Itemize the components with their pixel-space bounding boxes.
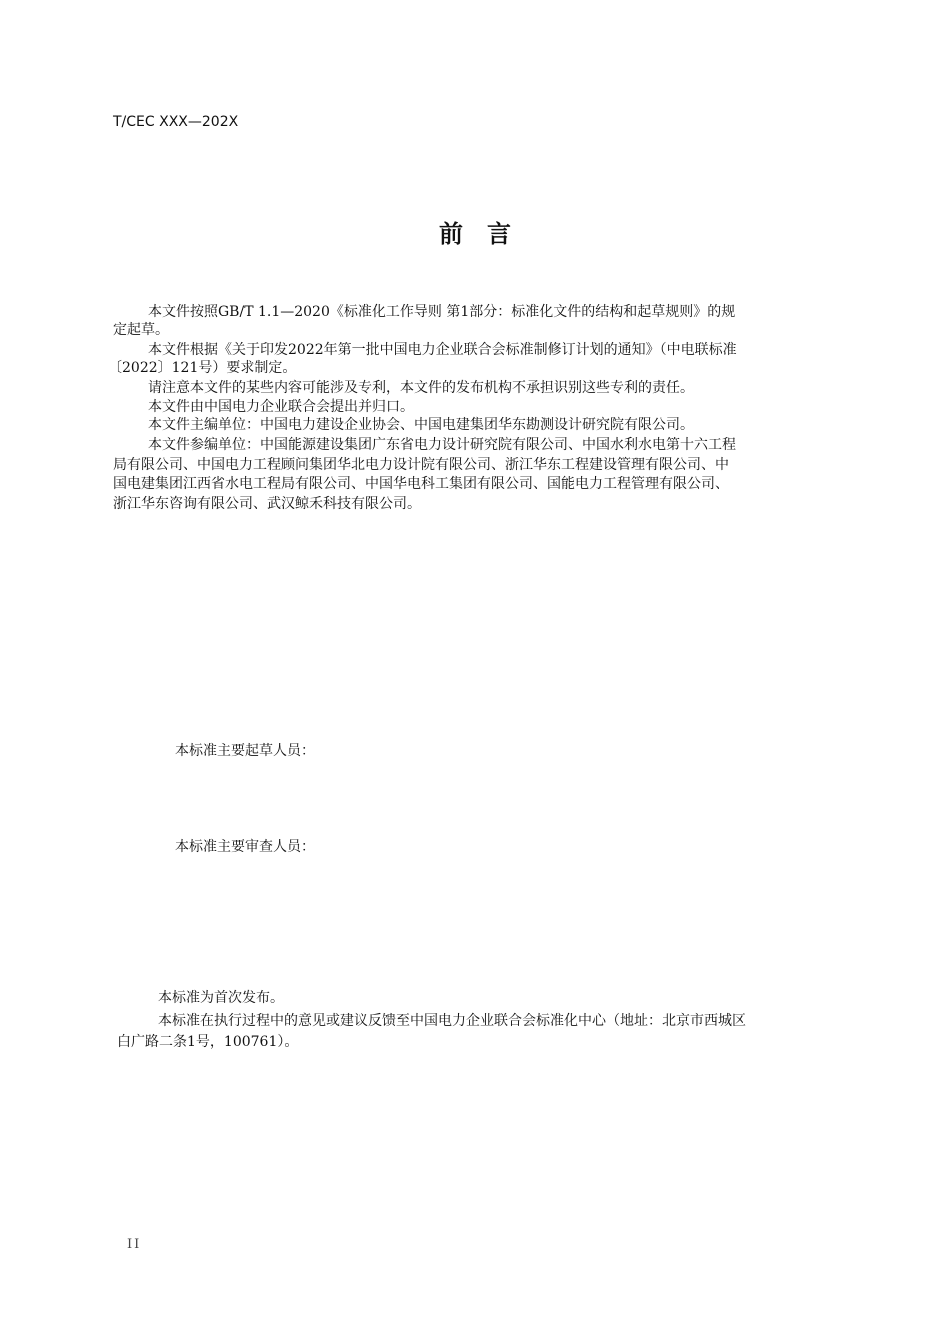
note-line: 本标准为首次发布。 (158, 990, 284, 1006)
foreword-line: 局有限公司、中国电力工程顾问集团华北电力设计院有限公司、浙江华东工程建设管理有限公司、中 (113, 457, 729, 473)
document-code-header: T/CEC XXX—202X (113, 114, 239, 130)
foreword-line: 请注意本文件的某些内容可能涉及专利，本文件的发布机构不承担识别这些专利的责任。 (148, 380, 694, 396)
foreword-line: 国电建集团江西省水电工程局有限公司、中国华电科工集团有限公司、国能电力工程管理有限公司、 (113, 476, 729, 492)
foreword-line: 本文件参编单位：中国能源建设集团广东省电力设计研究院有限公司、中国水利水电第十六工程 (148, 437, 736, 453)
foreword-line: 本文件按照GB/T 1.1—2020《标准化工作导则 第1部分：标准化文件的结构和起草规则》的规 (148, 304, 736, 320)
foreword-line: 浙江华东咨询有限公司、武汉鲸禾科技有限公司。 (113, 496, 421, 512)
reviewers-label: 本标准主要审查人员： (175, 839, 315, 855)
foreword-line: 定起草。 (113, 322, 169, 338)
foreword-line: 本文件主编单位：中国电力建设企业协会、中国电建集团华东勘测设计研究院有限公司。 (148, 417, 694, 433)
foreword-line: 〔2022〕121号）要求制定。 (108, 360, 297, 376)
drafters-label: 本标准主要起草人员： (175, 743, 315, 759)
foreword-line: 本文件由中国电力企业联合会提出并归口。 (148, 399, 414, 415)
page-title: 前言 (439, 220, 535, 248)
page-number: II (127, 1237, 142, 1252)
foreword-line: 本文件根据《关于印发2022年第一批中国电力企业联合会标准制修订计划的通知》（中电联标准 (148, 342, 737, 358)
note-line: 白广路二条1号，100761）。 (117, 1034, 299, 1050)
note-line: 本标准在执行过程中的意见或建议反馈至中国电力企业联合会标准化中心（地址：北京市西城区 (158, 1013, 746, 1029)
